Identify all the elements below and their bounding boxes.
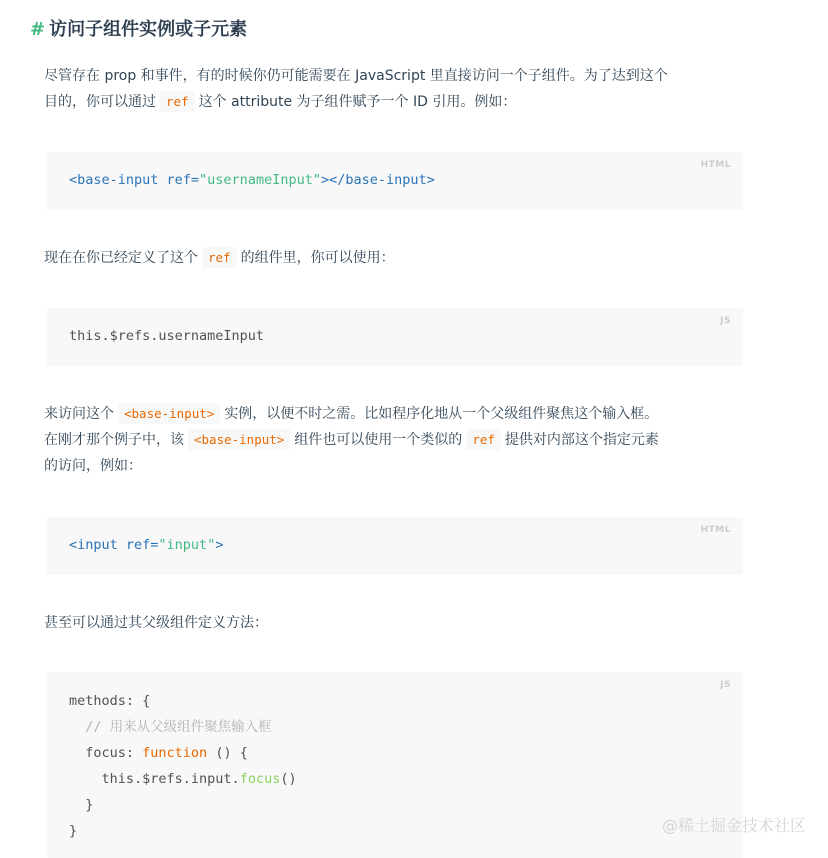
code-block-js-2 bbox=[47, 672, 743, 858]
code-text: this.$refs.input. bbox=[69, 771, 240, 787]
text-run: 来访问这个 bbox=[44, 406, 114, 422]
watermark: @稀土掘金技术社区 bbox=[661, 816, 806, 835]
code-content bbox=[69, 532, 223, 558]
code-block-js-1 bbox=[47, 308, 743, 366]
code-line bbox=[69, 740, 297, 766]
code-attr: ref= bbox=[117, 537, 159, 553]
code-language-label: JS bbox=[720, 316, 731, 326]
code-text: () { bbox=[207, 745, 248, 761]
inline-code: <base-input> bbox=[188, 429, 290, 450]
code-content bbox=[69, 688, 297, 844]
paragraph-line: 的访问，例如： bbox=[44, 458, 142, 474]
text-run: 现在在你已经定义了这个 bbox=[44, 250, 198, 266]
code-attr: ref= bbox=[158, 172, 200, 188]
text-run: 在刚才那个例子中，该 bbox=[44, 432, 184, 448]
code-text: () bbox=[280, 771, 297, 787]
code-tag: > bbox=[215, 537, 224, 553]
text-run: 提供对内部这个指定元素 bbox=[504, 432, 659, 448]
code-tag: <input bbox=[69, 537, 118, 553]
code-content bbox=[69, 167, 435, 193]
code-language-label: HTML bbox=[700, 160, 731, 170]
section-heading bbox=[30, 15, 247, 45]
code-tag: ></base-input> bbox=[320, 172, 435, 188]
code-line bbox=[69, 532, 223, 558]
code-text: focus: bbox=[69, 745, 143, 761]
code-tag: <base-input bbox=[69, 172, 159, 188]
text-run: 目的，你可以通过 bbox=[44, 94, 156, 110]
code-language-label: JS bbox=[720, 680, 731, 690]
code-line bbox=[69, 766, 297, 792]
paragraph-line bbox=[44, 401, 744, 427]
code-block-html-2 bbox=[47, 517, 743, 575]
paragraph-2 bbox=[44, 245, 744, 271]
code-string: "usernameInput" bbox=[199, 172, 321, 188]
code-line: } bbox=[69, 823, 78, 839]
code-string: "input" bbox=[158, 537, 216, 553]
code-line: this.$refs.usernameInput bbox=[69, 328, 265, 344]
paragraph-3 bbox=[44, 401, 744, 479]
inline-code: <base-input> bbox=[118, 403, 220, 424]
paragraph-line: 甚至可以通过其父级组件定义方法： bbox=[44, 615, 268, 631]
code-line: methods: { bbox=[69, 693, 151, 709]
code-block-html-1 bbox=[47, 152, 743, 210]
inline-code: ref bbox=[202, 247, 237, 268]
inline-code: ref bbox=[466, 429, 501, 450]
paragraph-line bbox=[44, 89, 744, 115]
paragraph-4 bbox=[44, 610, 744, 636]
paragraph-1 bbox=[44, 63, 744, 115]
code-function: focus bbox=[239, 771, 281, 787]
code-keyword: function bbox=[142, 745, 208, 761]
text-run: 组件也可以使用一个类似的 bbox=[294, 432, 463, 448]
inline-code: ref bbox=[160, 91, 195, 112]
heading-title: 访问子组件实例或子元素 bbox=[49, 19, 248, 40]
code-comment: // 用来从父级组件聚焦输入框 bbox=[69, 719, 272, 735]
code-line: } bbox=[69, 797, 94, 813]
paragraph-line: 尽管存在 prop 和事件，有的时候你仍可能需要在 JavaScript 里直接访问一个子组件。为了达到这个 bbox=[44, 68, 668, 84]
heading-anchor-link[interactable]: # bbox=[30, 19, 46, 40]
paragraph-line bbox=[44, 427, 744, 453]
code-language-label: HTML bbox=[700, 525, 731, 535]
code-line bbox=[69, 167, 435, 193]
text-run: 的组件里，你可以使用： bbox=[240, 250, 395, 266]
text-run: 这个 attribute 为子组件赋予一个 ID 引用。例如： bbox=[198, 94, 517, 110]
code-content bbox=[69, 323, 264, 349]
text-run: 实例，以便不时之需。比如程序化地从一个父级组件聚焦这个输入框。 bbox=[224, 406, 659, 422]
paragraph-line bbox=[44, 245, 744, 271]
